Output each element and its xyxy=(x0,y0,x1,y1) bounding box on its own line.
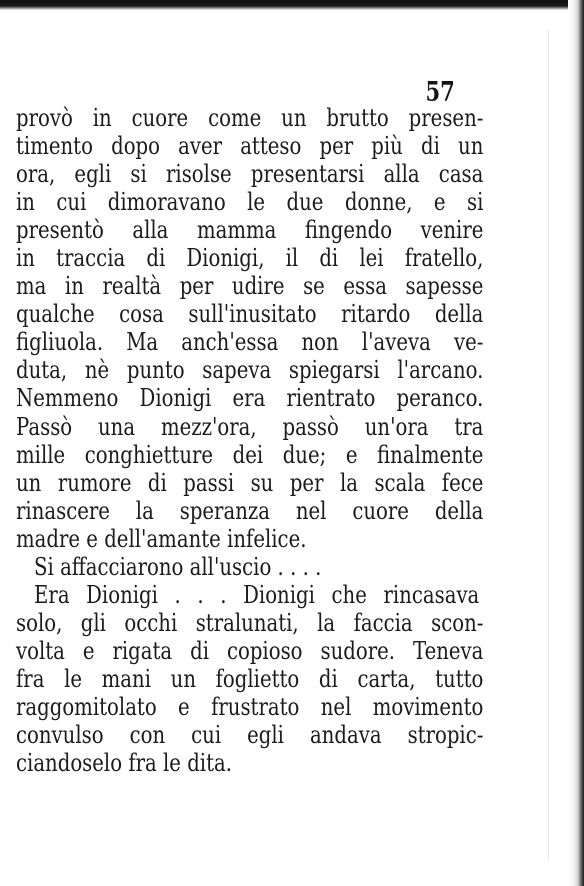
text-line: in traccia di Dionigi, il di lei fratello, xyxy=(16,244,484,273)
text-line: in cui dimoravano le due donne, e si xyxy=(16,188,484,217)
body-text xyxy=(16,104,484,777)
text-line: mille conghietture dei due; e finalmente xyxy=(16,440,484,469)
text-line: madre e dell'amante infelice. xyxy=(16,524,307,553)
text-line: timento dopo aver atteso per più di un xyxy=(16,132,484,161)
text-line: figliuola. Ma anch'essa non l'aveva ve- xyxy=(16,328,484,357)
text-line: Passò una mezz'ora, passò un'ora tra xyxy=(16,412,484,441)
text-line: solo, gli occhi stralunati, la faccia scon- xyxy=(16,608,484,637)
text-line: Si affacciarono all'uscio . . . . xyxy=(34,552,322,581)
text-line: raggomitolato e frustrato nel movimento xyxy=(16,692,484,721)
text-line: volta e rigata di copioso sudore. Teneva xyxy=(16,636,484,665)
text-line: fra le mani un foglietto di carta, tutto xyxy=(16,664,484,693)
text-line: convulso con cui egli andava stropic- xyxy=(16,721,484,750)
page-number: 57 xyxy=(425,77,455,108)
text-line: Nemmeno Dionigi era rientrato peranco. xyxy=(16,384,484,413)
text-line: ma in realtà per udire se essa sapesse xyxy=(16,272,484,301)
text-line: ciandoselo fra le dita. xyxy=(16,749,232,778)
text-line: presentò alla mamma fingendo venire xyxy=(16,216,484,245)
text-line: Era Dionigi . . . Dionigi che rincasava xyxy=(34,580,480,609)
text-line: qualche cosa sull'inusitato ritardo della xyxy=(16,300,484,329)
scan-top-edge xyxy=(0,0,584,10)
text-line: ora, egli si risolse presentarsi alla casa xyxy=(16,160,484,189)
page-gutter xyxy=(548,30,549,860)
text-line: rinascere la speranza nel cuore della xyxy=(16,496,484,525)
text-line: un rumore di passi su per la scala fece xyxy=(16,468,484,497)
text-line: duta, nè punto sapeva spiegarsi l'arcano. xyxy=(16,356,484,385)
text-line: provò in cuore come un brutto presen- xyxy=(16,104,484,132)
scan-right-edge xyxy=(568,0,584,886)
